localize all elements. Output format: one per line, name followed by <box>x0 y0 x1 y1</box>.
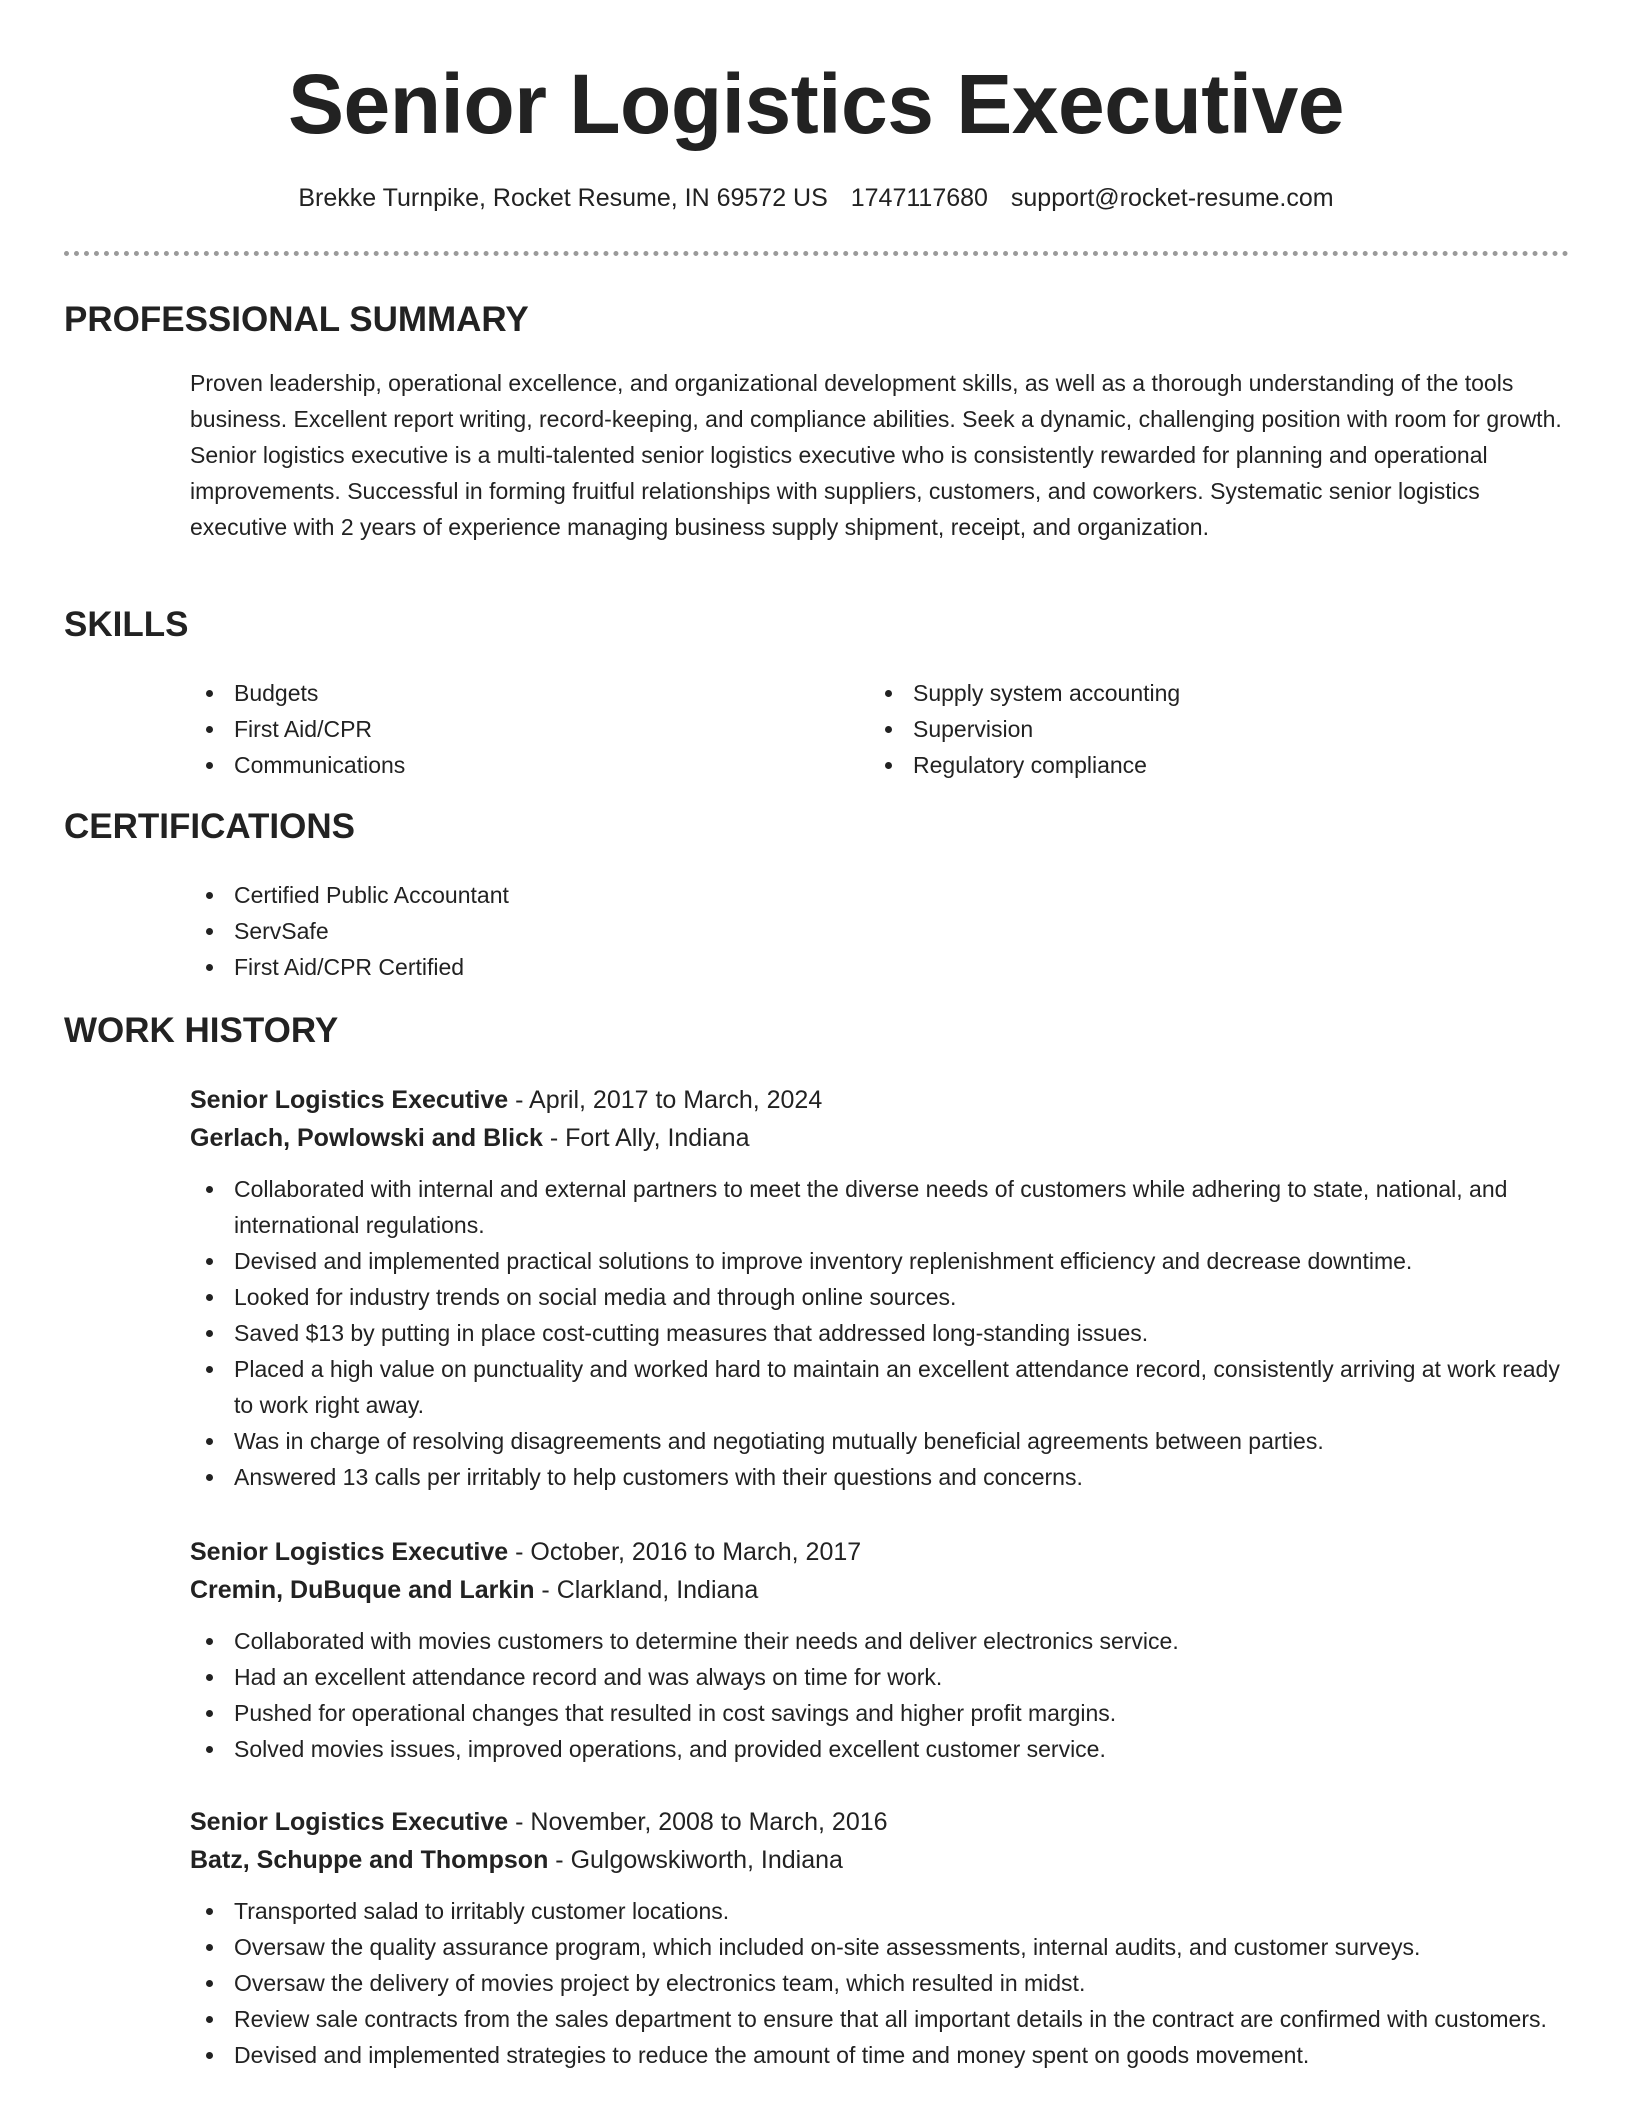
job-location: Gulgowskiworth, Indiana <box>570 1846 843 1874</box>
job-location: Clarkland, Indiana <box>556 1576 759 1604</box>
job-company: Cremin, DuBuque and Larkin <box>190 1576 535 1604</box>
job-bullet: Looked for industry trends on social media and through online sources. <box>190 1279 1570 1315</box>
job-bullet: Placed a high value on punctuality and worked hard to maintain an excellent attendance record, consistently arriving at work ready to work right away. <box>190 1351 1570 1423</box>
job-title-line: Senior Logistics Executive - April, 2017 to March, 2024 <box>190 1086 823 1114</box>
job-bullets <box>190 1623 1570 1767</box>
job-role: Senior Logistics Executive <box>190 1808 509 1836</box>
job-bullet: Devised and implemented strategies to reduce the amount of time and money spent on goods movement. <box>190 2037 1570 2073</box>
job-bullet: Solved movies issues, improved operations, and provided excellent customer service. <box>190 1731 1570 1767</box>
section-title-skills: SKILLS <box>64 605 189 644</box>
job-entry-1 <box>190 1081 1570 1495</box>
skills-list-right <box>869 675 1509 783</box>
job-entry-2 <box>190 1533 1570 1767</box>
skill-item: Budgets <box>190 675 830 711</box>
job-bullet: Oversaw the delivery of movies project by electronics team, which resulted in midst. <box>190 1965 1570 2001</box>
job-role: Senior Logistics Executive <box>190 1538 509 1566</box>
section-title-certifications: CERTIFICATIONS <box>64 807 356 846</box>
section-title-work-history: WORK HISTORY <box>64 1011 339 1050</box>
summary-text: Proven leadership, operational excellence, and organizational development skills, as well as a thorough understanding of the tools business. Excellent report writing, record-keeping, and compliance abilities. Seek a dynamic, challenging position with room for growth. Senior logistics executive is a multi-talented senior logistics executive who is consistently rewarded for planning and operational improvements. Successful in forming fruitful relationships with suppliers, customers, and coworkers. Systematic senior logistics executive with 2 years of experience managing business supply shipment, receipt, and organization. <box>190 370 1562 540</box>
job-dates: November, 2008 to March, 2016 <box>530 1808 888 1836</box>
job-bullet: Answered 13 calls per irritably to help customers with their questions and concerns. <box>190 1459 1570 1495</box>
header-divider <box>64 251 1569 256</box>
skill-item: Communications <box>190 747 830 783</box>
job-bullet: Pushed for operational changes that resulted in cost savings and higher profit margins. <box>190 1695 1570 1731</box>
certifications-list <box>190 877 990 985</box>
job-bullet: Was in charge of resolving disagreements and negotiating mutually beneficial agreements between parties. <box>190 1423 1570 1459</box>
skill-item: Regulatory compliance <box>869 747 1509 783</box>
certification-item: ServSafe <box>190 913 990 949</box>
contact-email: support@rocket-resume.com <box>1010 184 1334 212</box>
contact-address: Brekke Turnpike, Rocket Resume, IN 69572 US <box>298 184 828 212</box>
job-bullet: Oversaw the quality assurance program, which included on-site assessments, internal audits, and customer surveys. <box>190 1929 1570 1965</box>
skill-item: Supply system accounting <box>869 675 1509 711</box>
job-title-line: Senior Logistics Executive - October, 2016 to March, 2017 <box>190 1538 862 1566</box>
resume-name-title: Senior Logistics Executive <box>287 57 1345 151</box>
certification-item: First Aid/CPR Certified <box>190 949 990 985</box>
skill-item: Supervision <box>869 711 1509 747</box>
job-company: Batz, Schuppe and Thompson <box>190 1846 549 1874</box>
job-dates: October, 2016 to March, 2017 <box>530 1538 862 1566</box>
job-bullet: Collaborated with internal and external partners to meet the diverse needs of customers while adhering to state, national, and international regulations. <box>190 1171 1570 1243</box>
job-company: Gerlach, Powlowski and Blick <box>190 1124 543 1152</box>
job-bullet: Transported salad to irritably customer locations. <box>190 1893 1570 1929</box>
job-company-line: Batz, Schuppe and Thompson - Gulgowskiworth, Indiana <box>190 1846 843 1874</box>
job-bullets <box>190 1171 1570 1495</box>
job-bullets <box>190 1893 1570 2073</box>
section-title-summary: PROFESSIONAL SUMMARY <box>64 300 529 339</box>
contact-phone: 1747117680 <box>850 184 988 212</box>
job-company-line: Cremin, DuBuque and Larkin - Clarkland, Indiana <box>190 1576 759 1604</box>
job-entry-3 <box>190 1803 1570 2073</box>
job-bullet: Collaborated with movies customers to determine their needs and deliver electronics service. <box>190 1623 1570 1659</box>
skills-list-left <box>190 675 830 783</box>
job-bullet: Had an excellent attendance record and was always on time for work. <box>190 1659 1570 1695</box>
job-dates: April, 2017 to March, 2024 <box>529 1086 823 1114</box>
job-title-line: Senior Logistics Executive - November, 2008 to March, 2016 <box>190 1808 888 1836</box>
job-bullet: Devised and implemented practical solutions to improve inventory replenishment efficiency and decrease downtime. <box>190 1243 1570 1279</box>
job-role: Senior Logistics Executive <box>190 1086 509 1114</box>
job-bullet: Saved $13 by putting in place cost-cutting measures that addressed long-standing issues. <box>190 1315 1570 1351</box>
job-company-line: Gerlach, Powlowski and Blick - Fort Ally, Indiana <box>190 1124 750 1152</box>
certification-item: Certified Public Accountant <box>190 877 990 913</box>
job-location: Fort Ally, Indiana <box>565 1124 750 1152</box>
contact-line <box>0 180 1632 216</box>
skill-item: First Aid/CPR <box>190 711 830 747</box>
job-bullet: Review sale contracts from the sales department to ensure that all important details in the contract are confirmed with customers. <box>190 2001 1570 2037</box>
